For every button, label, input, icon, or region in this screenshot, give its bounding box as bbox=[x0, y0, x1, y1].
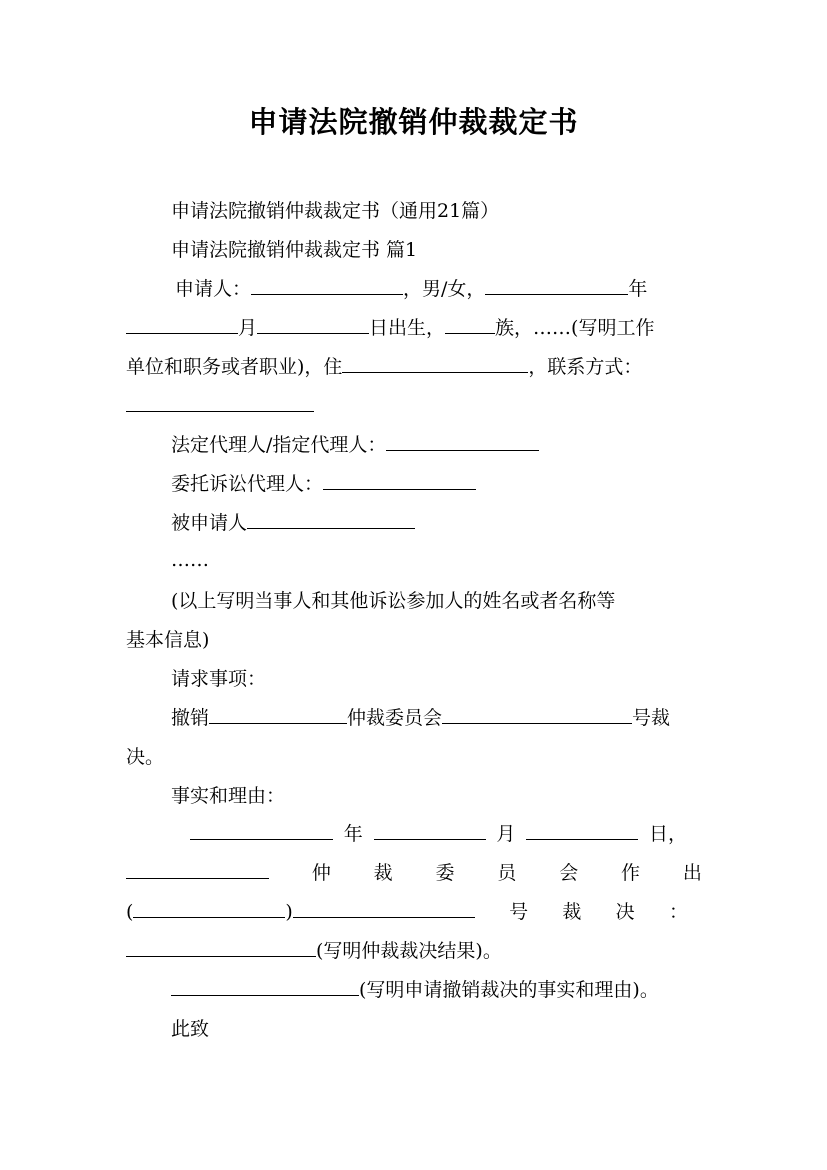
respondent-blank bbox=[247, 510, 415, 529]
facts-year-label: 年 bbox=[343, 823, 363, 845]
applicant-line-2 bbox=[126, 315, 701, 341]
respondent-label: 被申请人 bbox=[171, 512, 248, 534]
facts-char: 仲 bbox=[311, 862, 331, 884]
result-note: (写明仲裁裁决结果)。 bbox=[316, 940, 502, 962]
facts-day-blank bbox=[526, 821, 638, 840]
award-number-blank bbox=[442, 705, 632, 724]
facts-char: 裁 bbox=[562, 901, 582, 923]
facts-award-number-blank bbox=[293, 899, 475, 918]
committee-name-blank bbox=[209, 705, 347, 724]
facts-paren-group bbox=[126, 899, 475, 925]
applicant-label: 申请人： bbox=[175, 278, 252, 300]
facts-line-1 bbox=[190, 821, 687, 847]
claims-line-1 bbox=[171, 705, 701, 731]
document-title: 申请法院撤销仲裁裁定书 bbox=[248, 105, 579, 139]
closing: 此致 bbox=[171, 1018, 210, 1040]
paren-close: ) bbox=[285, 901, 293, 923]
note-line-1: (以上写明当事人和其他诉讼参加人的姓名或者名称等 bbox=[171, 590, 616, 612]
applicant-line-1 bbox=[175, 276, 705, 302]
entrusted-agent-blank bbox=[323, 471, 476, 490]
applicant-name-blank bbox=[251, 276, 403, 295]
ellipsis: …… bbox=[171, 549, 209, 571]
committee-label: 仲裁委员会 bbox=[347, 707, 443, 729]
contact-blank bbox=[126, 393, 314, 412]
facts-year-paren-blank bbox=[133, 899, 285, 918]
birth-month-blank bbox=[126, 315, 238, 334]
legal-agent-line bbox=[171, 432, 701, 458]
applicant-line-3 bbox=[126, 354, 701, 380]
subtitle: 申请法院撤销仲裁裁定书（通用21篇） bbox=[171, 200, 500, 222]
award-part1: 号裁 bbox=[632, 707, 671, 729]
paren-open: ( bbox=[126, 901, 134, 923]
reason-blank bbox=[171, 977, 359, 996]
facts-char: 裁 bbox=[373, 862, 393, 884]
revoke-label: 撤销 bbox=[171, 707, 210, 729]
reason-note: (写明申请撤销裁决的事实和理由)。 bbox=[359, 979, 659, 1001]
work-label: 单位和职务或者职业)，住 bbox=[126, 356, 343, 378]
section-heading: 申请法院撤销仲裁裁定书 篇1 bbox=[171, 239, 418, 261]
applicant-sex: ，男/女， bbox=[403, 278, 486, 300]
respondent-line bbox=[171, 510, 701, 536]
facts-year-blank bbox=[190, 821, 333, 840]
year-label: 年 bbox=[628, 278, 648, 300]
legal-agent-label: 法定代理人/指定代理人： bbox=[171, 434, 387, 456]
facts-char: 委 bbox=[435, 862, 455, 884]
birth-year-blank bbox=[485, 276, 628, 295]
contact-label: ，联系方式： bbox=[528, 356, 643, 378]
legal-agent-blank bbox=[386, 432, 539, 451]
facts-line-3 bbox=[126, 899, 688, 925]
award-result-blank bbox=[126, 938, 316, 957]
address-blank bbox=[342, 354, 528, 373]
claims-line-2: 决。 bbox=[126, 746, 165, 768]
nation-label: 族，……(写明工作 bbox=[495, 317, 655, 339]
facts-char: 出 bbox=[682, 862, 702, 884]
born-label: 日出生， bbox=[369, 317, 446, 339]
facts-char: 决 bbox=[615, 901, 635, 923]
facts-line-4 bbox=[126, 938, 701, 964]
applicant-line-4 bbox=[126, 393, 701, 419]
facts-day-label: 日， bbox=[648, 823, 687, 845]
reason-line bbox=[171, 977, 731, 1003]
birth-day-blank bbox=[257, 315, 369, 334]
claims-heading: 请求事项： bbox=[171, 668, 267, 690]
facts-month-blank bbox=[374, 821, 486, 840]
facts-heading: 事实和理由： bbox=[171, 785, 286, 807]
entrusted-agent-line bbox=[171, 471, 701, 497]
nation-blank bbox=[445, 315, 495, 334]
facts-line-2 bbox=[126, 860, 702, 886]
facts-char: 员 bbox=[497, 862, 517, 884]
note-line-2: 基本信息) bbox=[126, 629, 210, 651]
facts-char: 号 bbox=[509, 901, 529, 923]
month-label: 月 bbox=[238, 317, 258, 339]
facts-char: 作 bbox=[621, 862, 641, 884]
facts-month-label: 月 bbox=[496, 823, 516, 845]
facts-char: ： bbox=[668, 901, 688, 923]
facts-committee-blank bbox=[126, 860, 269, 879]
facts-char: 会 bbox=[559, 862, 579, 884]
entrusted-agent-label: 委托诉讼代理人： bbox=[171, 473, 324, 495]
